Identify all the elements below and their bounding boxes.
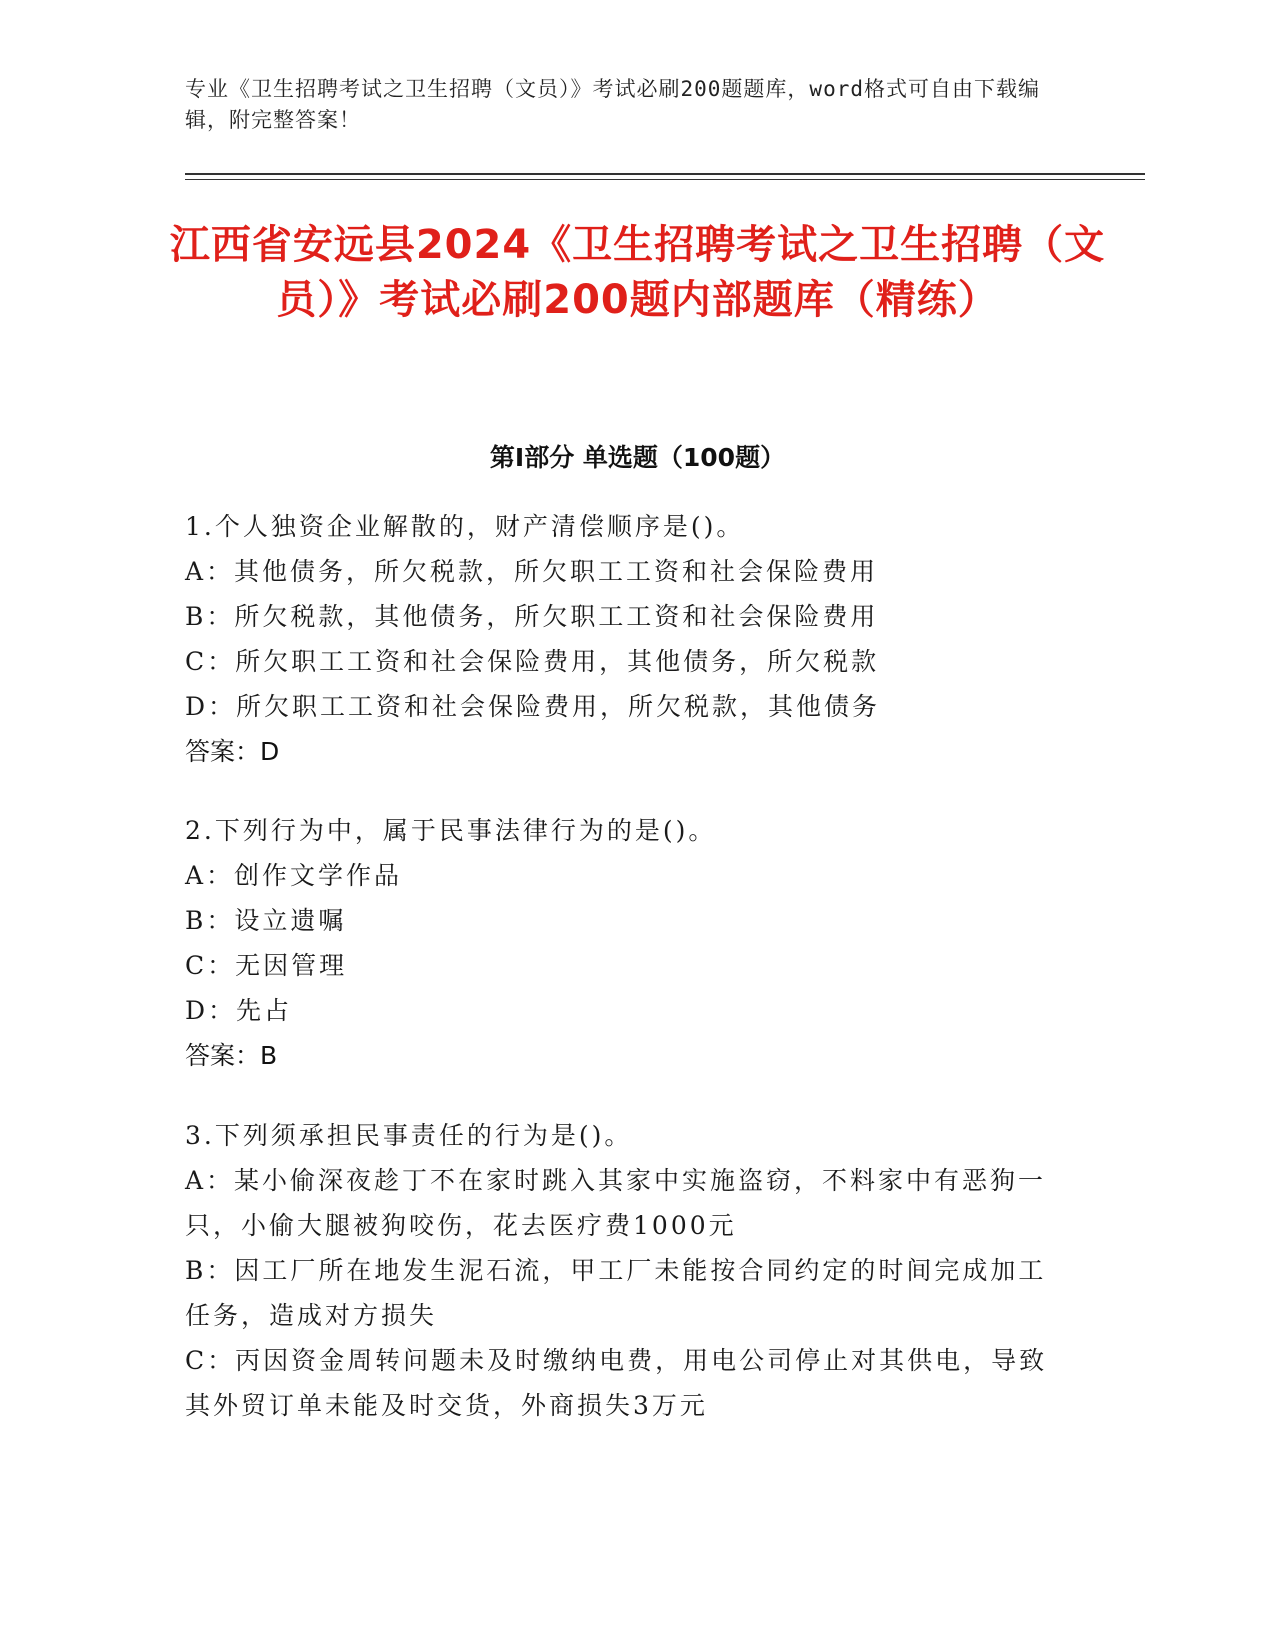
answer: 答案：D xyxy=(185,737,280,766)
question-stem: 2.下列行为中，属于民事法律行为的是()。 xyxy=(185,816,717,845)
option-a: A：创作文学作品 xyxy=(185,861,403,890)
option-b: B：所欠税款，其他债务，所欠职工工资和社会保险费用 xyxy=(185,602,879,631)
header-note: 专业《卫生招聘考试之卫生招聘（文员）》考试必刷200题题库，word格式可自由下载编辑，附完整答案！ xyxy=(185,77,1040,132)
question-2 xyxy=(185,808,1065,1078)
question-3 xyxy=(185,1113,1065,1428)
option-b: B：设立遗嘱 xyxy=(185,906,347,935)
option-d: D：所欠职工工资和社会保险费用，所欠税款，其他债务 xyxy=(185,692,881,721)
answer: 答案：B xyxy=(185,1041,278,1070)
document-title: 江西省安远县2024《卫生招聘考试之卫生招聘（文员）》考试必刷200题内部题库（精练） xyxy=(169,222,1106,323)
question-stem: 3.下列须承担民事责任的行为是()。 xyxy=(185,1121,633,1150)
question-1 xyxy=(185,504,1065,774)
option-a: A：某小偷深夜趁丁不在家时跳入其家中实施盗窃，不料家中有恶狗一只，小偷大腿被狗咬伤，花去医疗费1000元 xyxy=(185,1166,1047,1240)
option-d: D：先占 xyxy=(185,996,293,1025)
header-divider-thin xyxy=(185,179,1145,180)
option-b: B：因工厂所在地发生泥石流，甲工厂未能按合同约定的时间完成加工任务，造成对方损失 xyxy=(185,1256,1047,1330)
section-title: 第Ⅰ部分 单选题（100题） xyxy=(489,443,786,472)
option-c: C：无因管理 xyxy=(185,951,348,980)
header-divider-thick xyxy=(185,173,1145,175)
question-stem: 1.个人独资企业解散的，财产清偿顺序是()。 xyxy=(185,512,745,541)
option-a: A：其他债务，所欠税款，所欠职工工资和社会保险费用 xyxy=(185,557,879,586)
option-c: C：丙因资金周转问题未及时缴纳电费，用电公司停止对其供电，导致其外贸订单未能及时交货，外商损失3万元 xyxy=(185,1346,1048,1420)
option-c: C：所欠职工工资和社会保险费用，其他债务，所欠税款 xyxy=(185,647,880,676)
